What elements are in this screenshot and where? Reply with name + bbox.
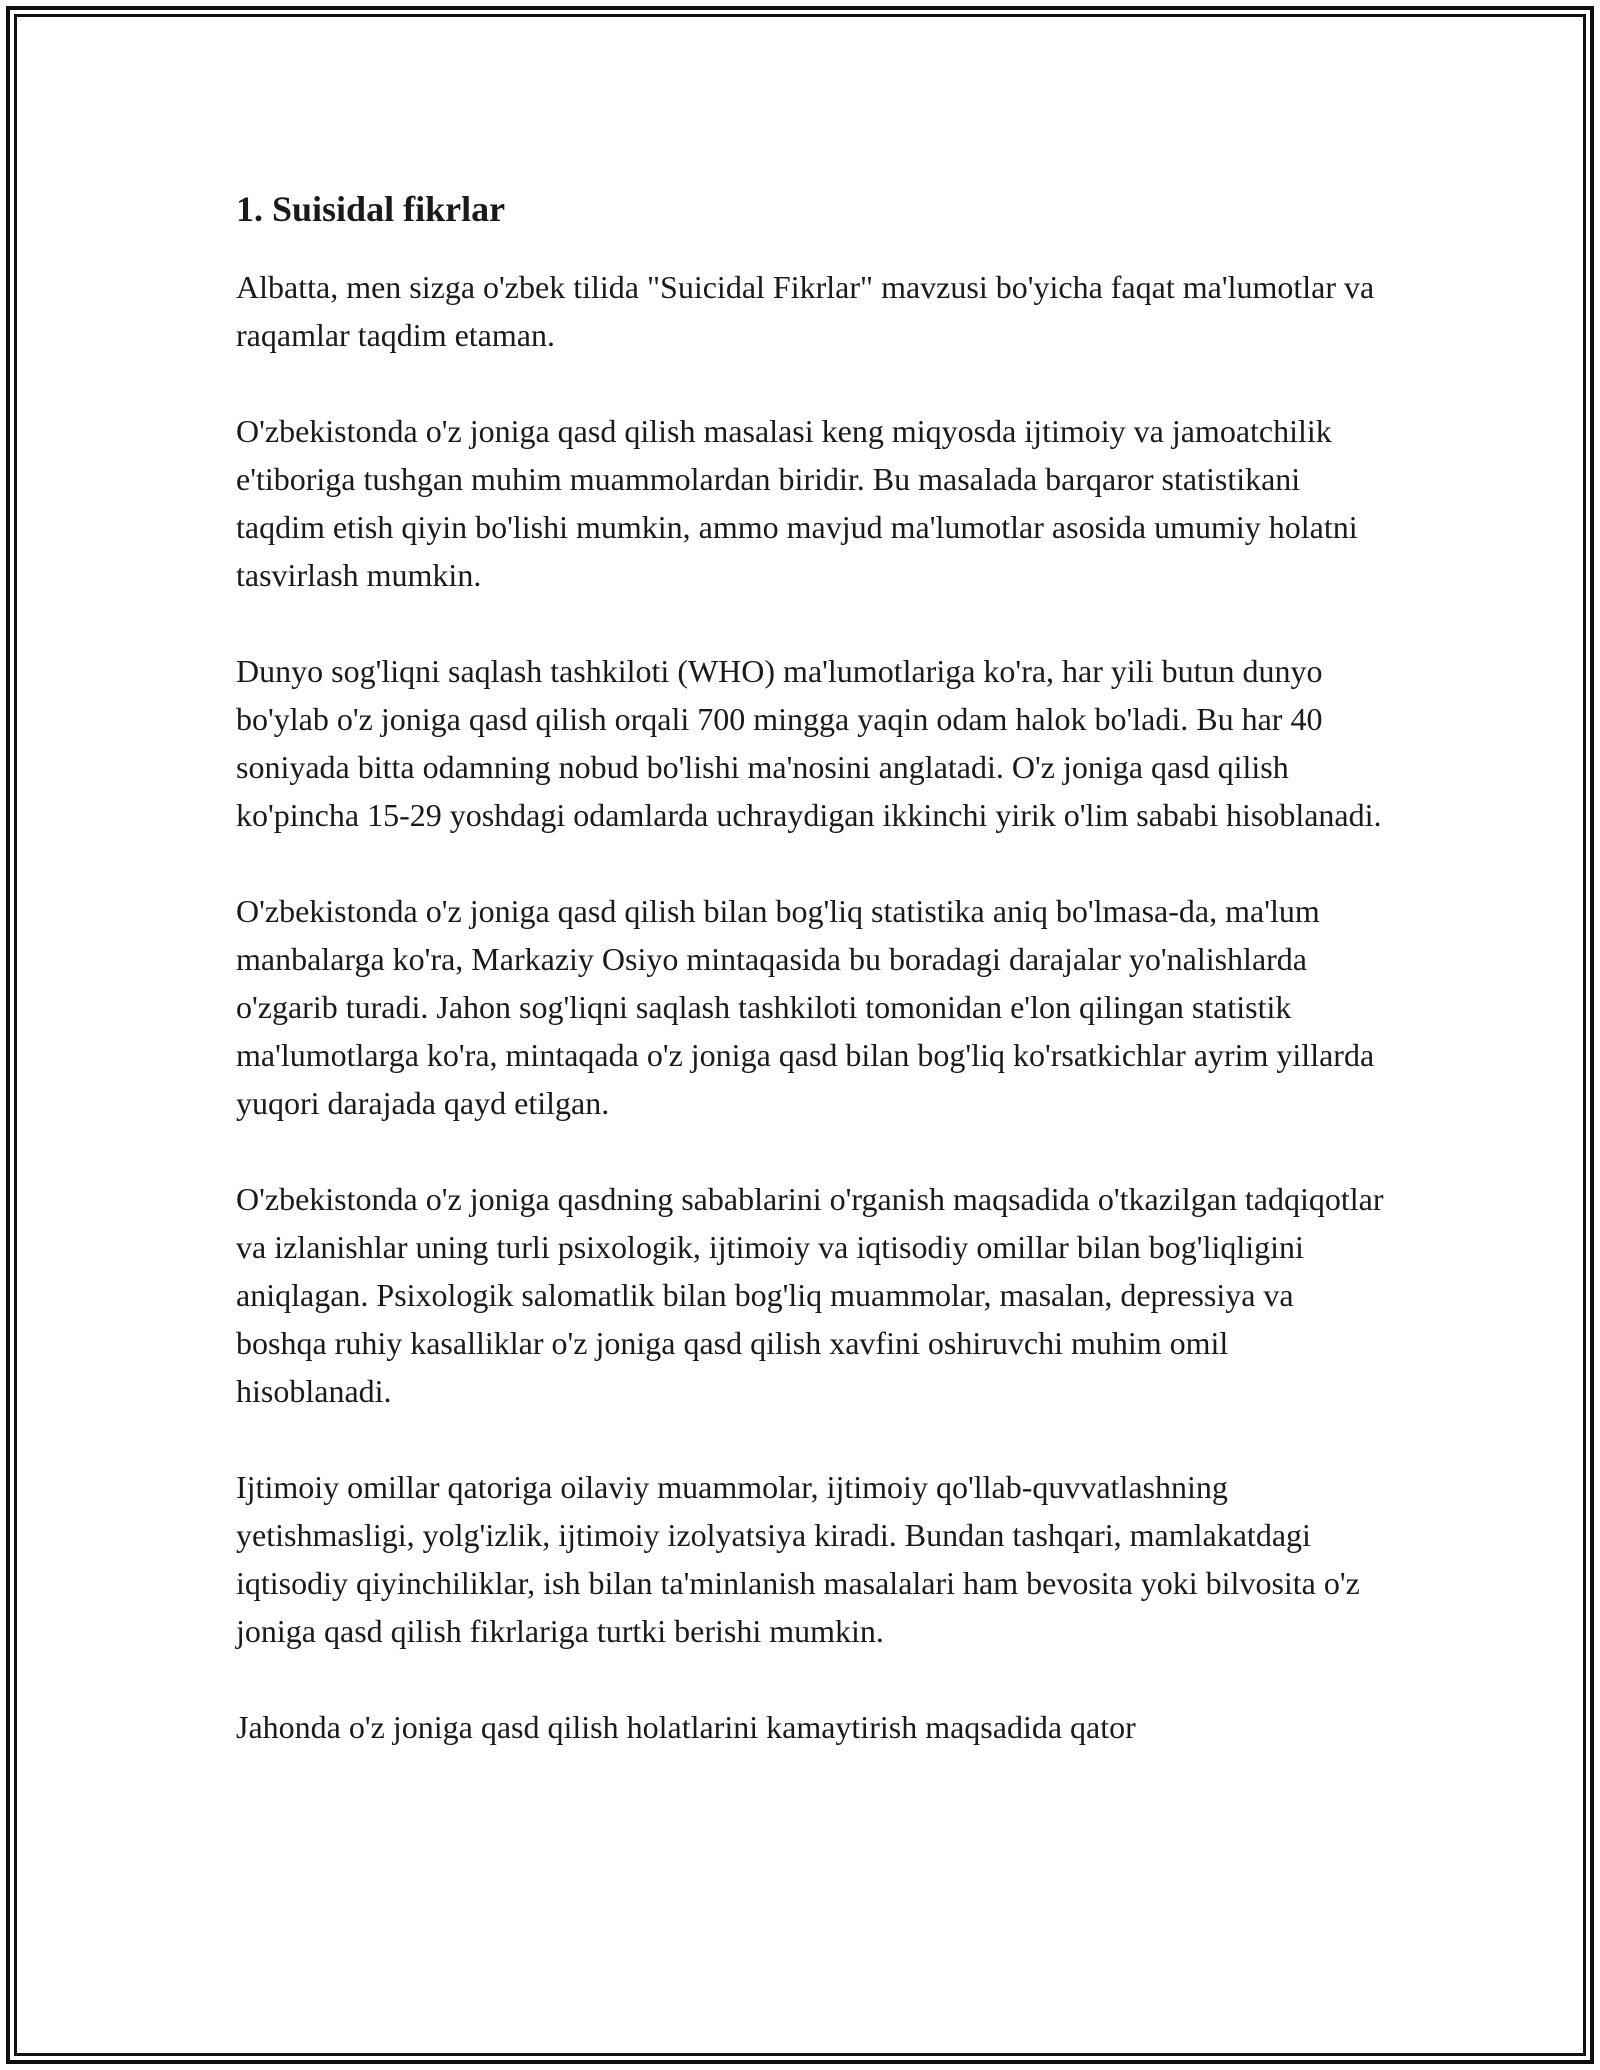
paragraph-causes: O'zbekistonda o'z joniga qasdning sabablarini o'rganish maqsadida o'tkazilgan tadqiqotlar va izlanishlar uning turli psixologik, ijtimoiy va iqtisodiy omillar bilan bog'liqligini aniqlagan. Psixologik salomatlik bilan bog'liq muammolar, masalan, depressiya va boshqa ruhiy kasalliklar o'z joniga qasd qilish xavfini oshiruvchi muhim omil hisoblanadi.: [236, 1180, 1384, 1409]
paragraph-regional-statistics: O'zbekistonda o'z joniga qasd qilish bilan bog'liq statistika aniq bo'lmasa-da, ma'lum manbalarga ko'ra, Markaziy Osiyo mintaqasida bu boradagi darajalar yo'nalishlarda o'zgarib turadi. Jahon sog'liqni saqlash tashkiloti tomonidan e'lon qilingan statistik ma'lumotlarga ko'ra, mintaqada o'z joniga qasd bilan bog'liq ko'rsatkichlar ayrim yillarda yuqori darajada qayd etilgan.: [236, 892, 1375, 1121]
section-heading: 1. Suisidal fikrlar: [236, 189, 506, 229]
paragraph-who-statistics: Dunyo sog'liqni saqlash tashkiloti (WHO) ma'lumotlariga ko'ra, har yili butun dunyo bo'ylab o'z joniga qasd qilish orqali 700 mingga yaqin odam halok bo'ladi. Bu har 40 soniyada bitta odamning nobud bo'lishi ma'nosini anglatadi. O'z joniga qasd qilish ko'pincha 15-29 yoshdagi odamlarda uchraydigan ikkinchi yirik o'lim sababi hisoblanadi.: [236, 652, 1382, 833]
document-body: [236, 186, 1386, 1751]
paragraph-intro: Albatta, men sizga o'zbek tilida "Suicidal Fikrlar" mavzusi bo'yicha faqat ma'lumotlar va raqamlar taqdim etaman.: [236, 268, 1375, 353]
paragraph-prevention: Jahonda o'z joniga qasd qilish holatlarini kamaytirish maqsadida qator: [236, 1708, 1136, 1745]
paragraph-overview: O'zbekistonda o'z joniga qasd qilish masalasi keng miqyosda ijtimoiy va jamoatchilik e'tiboriga tushgan muhim muammolardan biridir. Bu masalada barqaror statistikani taqdim etish qiyin bo'lishi mumkin, ammo mavjud ma'lumotlar asosida umumiy holatni tasvirlash mumkin.: [236, 412, 1358, 593]
paragraph-social-factors: Ijtimoiy omillar qatoriga oilaviy muammolar, ijtimoiy qo'llab-quvvatlashning yetishmasligi, yolg'izlik, ijtimoiy izolyatsiya kiradi. Bundan tashqari, mamlakatdagi iqtisodiy qiyinchiliklar, ish bilan ta'minlanish masalalari ham bevosita yoki bilvosita o'z joniga qasd qilish fikrlariga turtki berishi mumkin.: [236, 1468, 1360, 1649]
